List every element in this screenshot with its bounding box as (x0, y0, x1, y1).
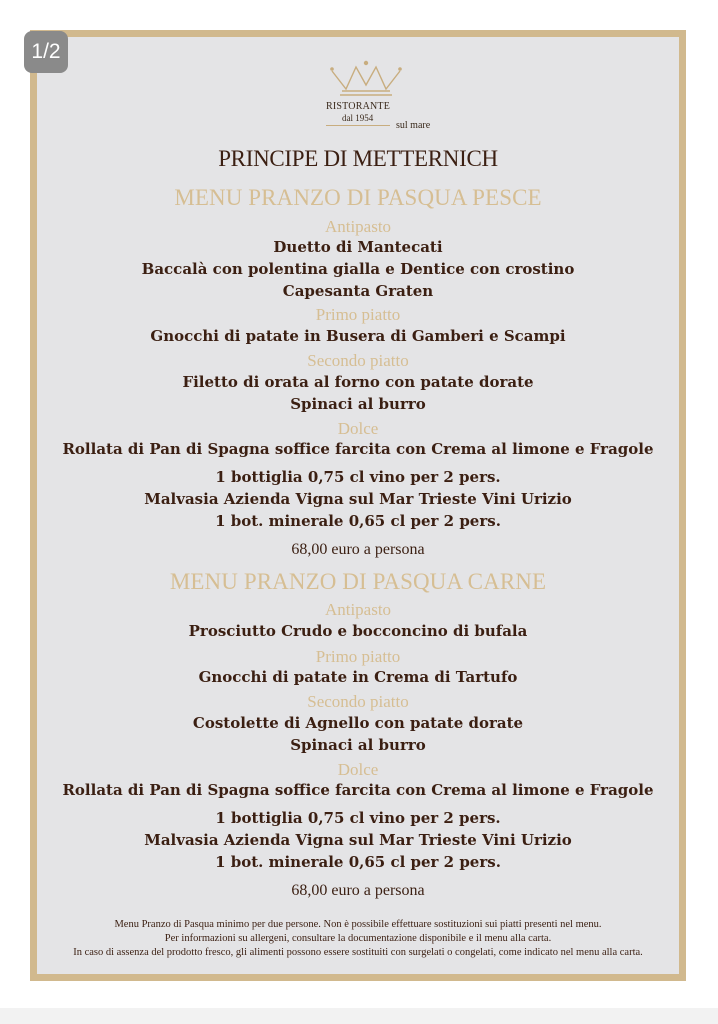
menu-page (37, 37, 679, 974)
dish-item: Costolette di Agnello con patate dorate (192, 714, 524, 732)
dish-item: Rollata di Pan di Spagna soffice farcita con Crema al limone e Fragole (62, 781, 654, 799)
crown-icon (328, 57, 404, 101)
logo-divider (326, 125, 390, 126)
dish-item: Gnocchi di patate in Crema di Tartufo (198, 668, 518, 686)
menu-price: 68,00 euro a persona (291, 882, 425, 899)
drink-info: 1 bot. minerale 0,65 cl per 2 pers. (215, 512, 501, 530)
drink-info: 1 bot. minerale 0,65 cl per 2 pers. (215, 853, 501, 871)
dish-item: Spinaci al burro (290, 736, 426, 754)
footer-note: In caso di assenza del prodotto fresco, gli alimenti possono essere sostituiti con surgelati o congelati, come indicato nel menu alla carta. (73, 947, 643, 958)
course-heading: Secondo piatto (307, 351, 409, 370)
course-heading: Antipasto (324, 217, 392, 236)
dish-item: Gnocchi di patate in Busera di Gamberi e Scampi (150, 327, 566, 345)
restaurant-logo (322, 57, 452, 137)
course-heading: Primo piatto (315, 647, 401, 666)
dish-item: Filetto di orata al forno con patate dorate (182, 373, 534, 391)
course-heading: Dolce (337, 760, 379, 779)
course-heading: Dolce (337, 419, 379, 438)
dish-item: Duetto di Mantecati (273, 238, 443, 256)
footer-note: Menu Pranzo di Pasqua minimo per due persone. Non è possibile effettuare sostituzioni sui piatti presenti nel menu. (114, 919, 602, 930)
menu-title: MENU PRANZO DI PASQUA PESCE (174, 185, 542, 210)
drink-info: 1 bottiglia 0,75 cl vino per 2 pers. (215, 809, 501, 827)
course-heading: Secondo piatto (307, 692, 409, 711)
drink-info: Malvasia Azienda Vigna sul Mar Trieste Vini Urizio (144, 490, 572, 508)
dish-item: Rollata di Pan di Spagna soffice farcita con Crema al limone e Fragole (62, 440, 654, 458)
logo-name: RISTORANTE (326, 101, 391, 112)
dish-item: Baccalà con polentina gialla e Dentice con crostino (141, 260, 575, 278)
footer-note: Per informazioni su allergeni, consultare la documentazione disponibile e il menu alla carta. (164, 933, 552, 944)
drink-info: 1 bottiglia 0,75 cl vino per 2 pers. (215, 468, 501, 486)
dish-item: Spinaci al burro (290, 395, 426, 413)
course-heading: Antipasto (324, 600, 392, 619)
menu-frame (30, 30, 686, 981)
drink-info: Malvasia Azienda Vigna sul Mar Trieste Vini Urizio (144, 831, 572, 849)
dish-item: Prosciutto Crudo e bocconcino di bufala (188, 622, 528, 640)
menu-price: 68,00 euro a persona (291, 541, 425, 558)
page-title: PRINCIPE DI METTERNICH (218, 146, 498, 171)
logo-since: dal 1954 (342, 113, 374, 123)
menu-title: MENU PRANZO DI PASQUA CARNE (169, 569, 547, 594)
dish-item: Capesanta Graten (282, 282, 434, 300)
page-indicator[interactable]: 1/2 (24, 31, 68, 73)
logo-subtitle: sul mare (396, 120, 431, 131)
course-heading: Primo piatto (315, 305, 401, 324)
viewer-bottom-bar (0, 1008, 718, 1024)
